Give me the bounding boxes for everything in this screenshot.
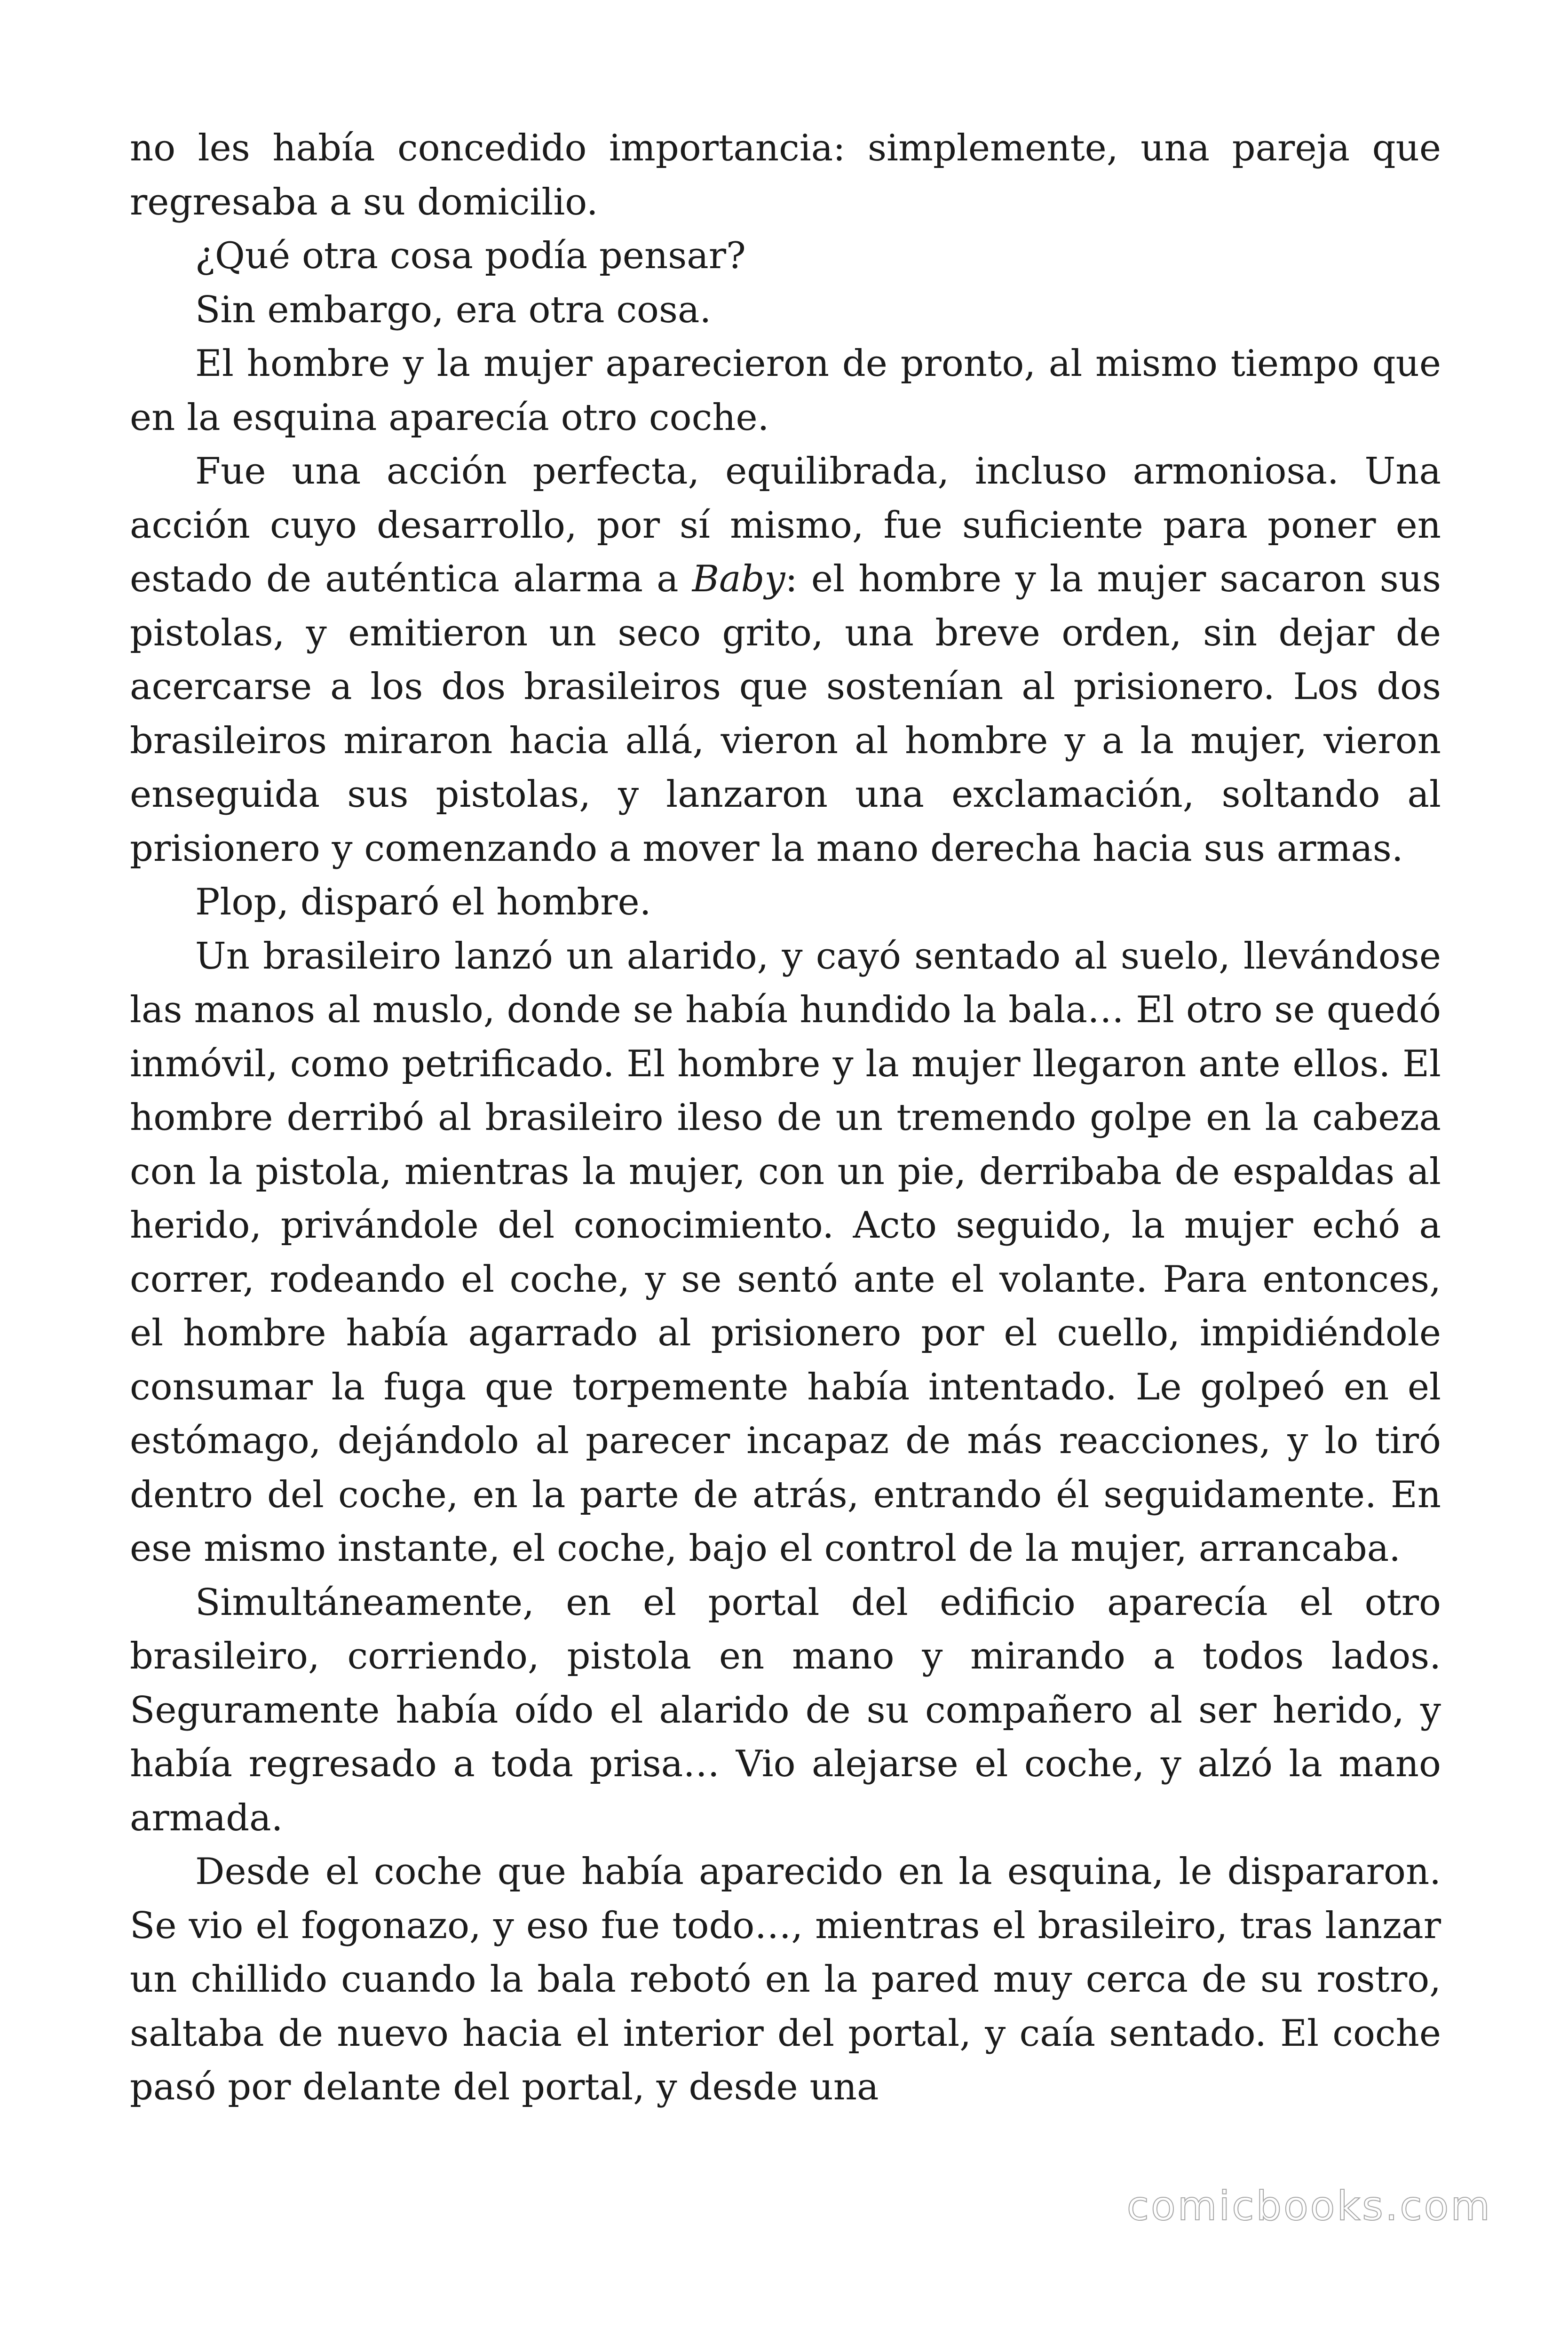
paragraph-5-part-1: Fue una acción perfecta, equilibrada, incluso armoniosa. Una acción cuyo desarrollo, por sí mismo, fue suficiente para poner en estado de auténtica alarma a (130, 450, 1441, 600)
paragraph-5-part-2: : el hombre y la mujer sacaron sus pistolas, y emitieron un seco grito, una breve orden, sin dejar de acercarse a los dos brasileiros que sostenían al prisionero. Los dos brasileiros miraron hacia allá, vieron al hombre y a la mujer, vieron enseguida sus pistolas, y lanzaron una exclamación, soltando al prisionero y comenzando a mover la mano derecha hacia sus armas. (130, 558, 1441, 870)
paragraph-8: Simultáneamente, en el portal del edificio aparecía el otro brasileiro, corriendo, pistola en mano y mirando a todos lados. Seguramente había oído el alarido de su compañero al ser herido, y había regresado a toda prisa… Vio alejarse el coche, y alzó la mano armada. (130, 1581, 1441, 1839)
paragraph-6: Plop, disparó el hombre. (195, 881, 651, 923)
watermark-text: comicbooks.com (1126, 2183, 1492, 2230)
paragraph-1: no les había concedido importancia: simplemente, una pareja que regresaba a su domicilio. (130, 127, 1441, 223)
paragraph-4: El hombre y la mujer aparecieron de pronto, al mismo tiempo que en la esquina aparecía otro coche. (130, 342, 1441, 439)
book-page-text (130, 121, 1441, 2114)
paragraph-3: Sin embargo, era otra cosa. (195, 288, 712, 331)
paragraph-9: Desde el coche que había aparecido en la esquina, le dispararon. Se vio el fogonazo, y eso fue todo…, mientras el brasileiro, tras lanzar un chillido cuando la bala rebotó en la pared muy cerca de su rostro, saltaba de nuevo hacia el interior del portal, y caía sentado. El coche pasó por delante del portal, y desde una (130, 1851, 1441, 2108)
paragraph-5-italic-name: Baby (692, 558, 785, 600)
paragraph-2: ¿Qué otra cosa podía pensar? (195, 235, 746, 277)
paragraph-5 (130, 445, 1441, 875)
paragraph-7: Un brasileiro lanzó un alarido, y cayó sentado al suelo, llevándose las manos al muslo, donde se había hundido la bala… El otro se quedó inmóvil, como petrificado. El hombre y la mujer llegaron ante ellos. El hombre derribó al brasileiro ileso de un tremendo golpe en la cabeza con la pistola, mientras la mujer, con un pie, derribaba de espaldas al herido, privándole del conocimiento. Acto seguido, la mujer echó a correr, rodeando el coche, y se sentó ante el volante. Para entonces, el hombre había agarrado al prisionero por el cuello, impidiéndole consumar la fuga que torpemente había intentado. Le golpeó en el estómago, dejándolo al parecer incapaz de más reacciones, y lo tiró dentro del coche, en la parte de atrás, entrando él seguidamente. En ese mismo instante, el coche, bajo el control de la mujer, arrancaba. (130, 935, 1441, 1570)
